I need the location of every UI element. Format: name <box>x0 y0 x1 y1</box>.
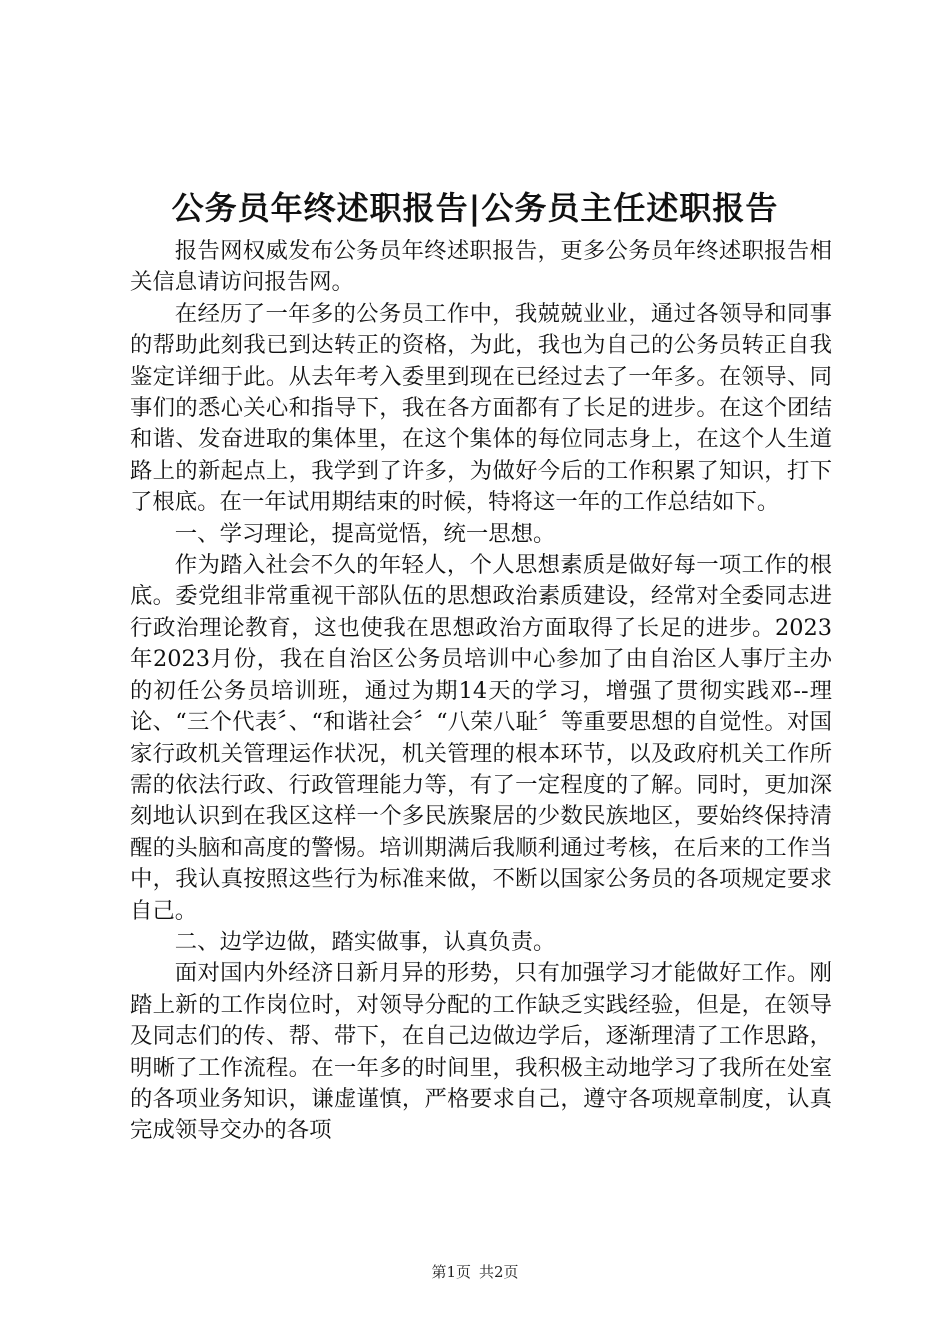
page-total: 共2页 <box>479 1263 519 1281</box>
page-footer <box>0 1262 950 1282</box>
section-heading-1: 一、学习理论，提高觉悟，统一思想。 <box>174 520 556 547</box>
section-heading-2: 二、边学边做，踏实做事，认真负责。 <box>174 928 556 955</box>
page-number: 第1页 <box>431 1263 471 1281</box>
paragraph-intro: 报告网权威发布公务员年终述职报告，更多公务员年终述职报告相关信息请访问报告网。 <box>130 238 832 296</box>
paragraph-section-1: 作为踏入社会不久的年轻人，个人思想素质是做好每一项工作的根底。委党组非常重视干部队伍的思想政治素质建设，经常对全委同志进行政治理论教育，这也使我在思想政治方面取得了长足的进步。2023年2023月份，我在自治区公务员培训中心参加了由自治区人事厅主办的初任公务员培训班，通过为期14天的学习，增强了贯彻实践邓--理论、“三个代表〞、“和谐社会〞“八荣八耻〞等重要思想的自觉性。对国家行政机关管理运作状况，机关管理的根本环节，以及政府机关工作所需的依法行政、行政管理能力等，有了一定程度的了解。同时，更加深刻地认识到在我区这样一个多民族聚居的少数民族地区，要始终保持清醒的头脑和高度的警惕。培训期满后我顺利通过考核，在后来的工作当中，我认真按照这些行为标准来做，不断以国家公务员的各项规定要求自己。 <box>130 552 832 924</box>
document-title: 公务员年终述职报告|公务员主任述职报告 <box>171 189 779 227</box>
paragraph-opening: 在经历了一年多的公务员工作中，我兢兢业业，通过各领导和同事的帮助此刻我已到达转正的资格，为此，我也为自己的公务员转正自我鉴定详细于此。从去年考入委里到现在已经过去了一年多。在领导、同事们的悉心关心和指导下，我在各方面都有了长足的进步。在这个团结和谐、发奋进取的集体里，在这个集体的每位同志身上，在这个人生道路上的新起点上，我学到了许多，为做好今后的工作积累了知识，打下了根底。在一年试用期结束的时候，特将这一年的工作总结如下。 <box>130 300 832 516</box>
paragraph-section-2: 面对国内外经济日新月异的形势，只有加强学习才能做好工作。刚踏上新的工作岗位时，对领导分配的工作缺乏实践经验，但是，在领导及同志们的传、帮、带下，在自己边做边学后，逐渐理清了工作思路，明晰了工作流程。在一年多的时间里，我积极主动地学习了我所在处室的各项业务知识，谦虚谨慎，严格要求自己，遵守各项规章制度，认真完成领导交办的各项 <box>130 960 832 1144</box>
document-body <box>130 236 832 1147</box>
